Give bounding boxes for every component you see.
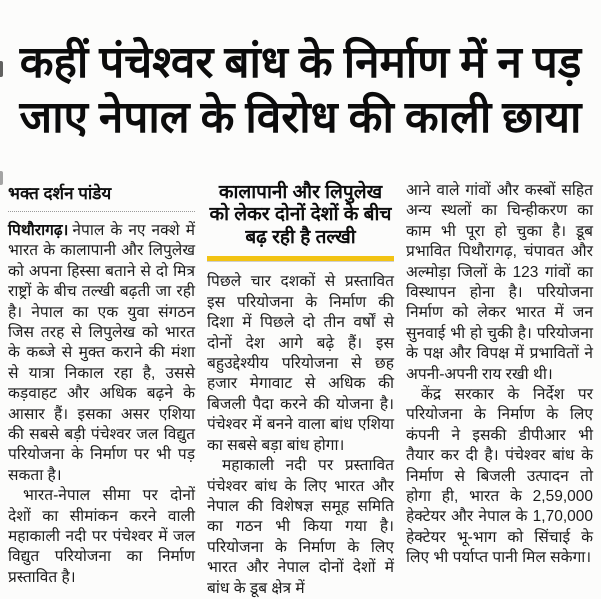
article-headline — [0, 29, 601, 147]
column-2-body — [207, 272, 394, 599]
newspaper-clipping — [0, 29, 601, 597]
headline-line-2: जाए नेपाल के विरोध की काली छाया — [19, 93, 582, 143]
paragraph: पिछले चार दशकों से प्रस्तावित इस परियोजना के निर्माण की दिशा में पिछले दो तीन वर्षों से दोनों देश आगे बढ़े हैं। इस बहुउद्देश्यीय परियोजना से छह हजार मेगावाट से अधिक की बिजली पैदा करने की योजना है। पंचेश्वर में बनने वाला बांध एशिया का सबसे बड़ा बांध होगा। — [207, 273, 394, 454]
paragraph: आने वाले गांवों और कस्बों सहित अन्य स्थलों का चिन्हीकरण का काम भी पूरा हो चुका है। डूब प्रभावित पिथौरागढ़, चंपावत और अल्मोड़ा जिलों के 123 गांवों का विस्थापन होना है। परियोजना निर्माण को लेकर भारत में जन सुनवाई भी हो चुकी है। परियोजना के पक्ष और विपक्ष में प्रभावितों ने अपनी-अपनी राय रखी थी। — [406, 181, 593, 383]
column-3-body — [406, 181, 593, 569]
scan-artifact — [0, 61, 3, 77]
subheadline: कालापानी और लिपुलेख को लेकर दोनों देशों के बीच बढ़ रही है तल्खी — [209, 181, 392, 248]
column-2 — [207, 181, 394, 599]
scan-artifact — [0, 171, 3, 185]
byline-divider — [8, 211, 195, 212]
paragraph-text: नेपाल के नए नक्शे में भारत के कालापानी और लिपुलेख को अपना हिस्सा बताने से दो मित्र राष्ट्रों के बीच तल्खी बढ़ती जा रही है। नेपाल का एक युवा संगठन जिस तरह से लिपुलेख को भारत के कब्जे से मुक्त कराने की मंशा से यात्रा निकाल रहा है, उससे कड़वाहट और अधिक बढ़ने के आसार हैं। इसका असर एशिया की सबसे बड़ी पंचेश्वर जल विद्युत परियोजना के निर्माण पर भी पड़ सकता है। — [8, 221, 195, 484]
dateline: पिथौरागढ़। — [8, 221, 69, 239]
column-1-body — [8, 221, 195, 588]
byline: भक्त दर्शन पांडेय — [8, 183, 112, 203]
headline-line-1: कहीं पंचेश्वर बांध के निर्माण में न पड़ — [19, 38, 582, 88]
paragraph: केंद्र सरकार के निर्देश पर परियोजना के निर्माण के लिए कंपनी ने इसकी डीपीआर भी तैयार कर दी है। पंचेश्वर बांध के निर्माण से बिजली उत्पादन तो होगा ही, भारत के 2,59,000 हेक्टेयर और नेपाल के 1,70,000 हेक्टेयर भू-भाग को सिंचाई के लिए भी पर्याप्त पानी मिल सकेगा। — [406, 386, 593, 567]
yellow-accent-rule — [207, 256, 394, 262]
paragraph — [8, 221, 195, 486]
article-columns — [0, 177, 601, 599]
paragraph: महाकाली नदी पर प्रस्तावित पंचेश्वर बांध के लिए भारत और नेपाल की विशेषज्ञ समूह समिति का गठन भी किया गया है। परियोजना के निर्माण के लिए भारत और नेपाल दोनों देशों में बांध के डूब क्षेत्र में — [207, 457, 394, 597]
column-3 — [406, 181, 593, 599]
column-1 — [8, 181, 195, 599]
paragraph: भारत-नेपाल सीमा पर दोनों देशों का सीमांकन करने वाली महाकाली नदी पर पंचेश्वर में जल विद्युत परियोजना का निर्माण प्रस्तावित है। — [8, 487, 195, 586]
